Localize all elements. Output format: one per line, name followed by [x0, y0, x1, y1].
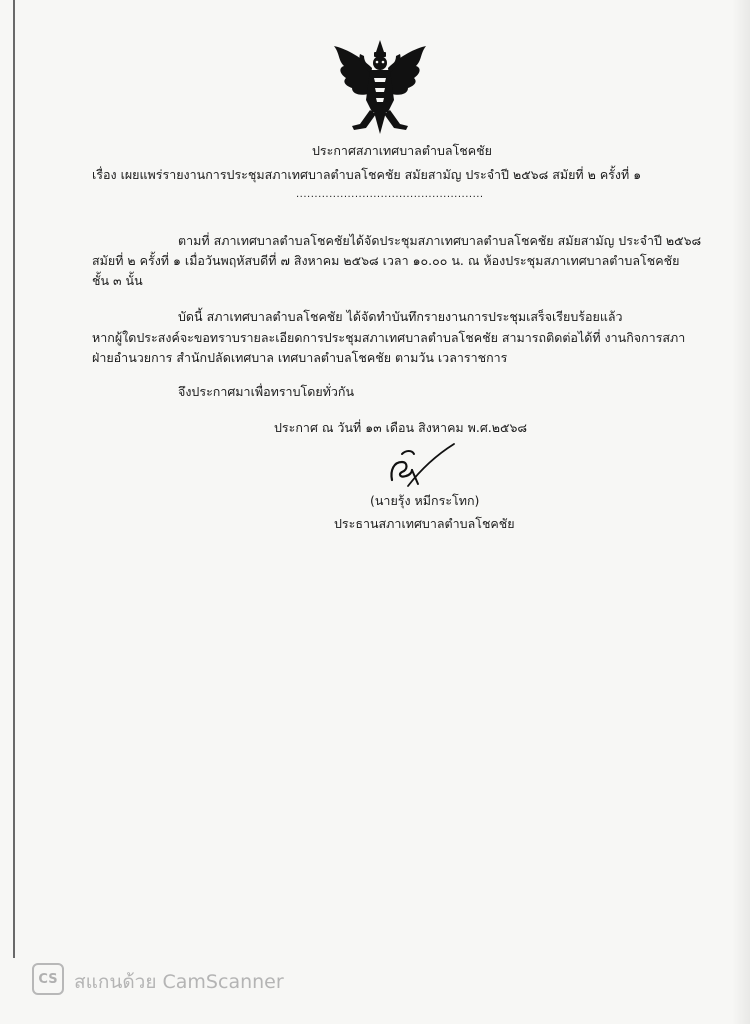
paragraph1-line1: ตามที่ สภาเทศบาลตำบลโชคชัยได้จัดประชุมสภาเทศบาลตำบลโชคชัย สมัยสามัญ ประจำปี ๒๕๖๘: [178, 233, 702, 248]
paragraph2-line1: บัดนี้ สภาเทศบาลตำบลโชคชัย ได้จัดทำบันทึกรายงานการประชุมเสร็จเรียบร้อยแล้ว: [178, 309, 623, 324]
paragraph2-line2: หากผู้ใดประสงค์จะขอทราบรายละเอียดการประชุมสภาเทศบาลตำบลโชคชัย สามารถติดต่อได้ที่ งานกิจการสภา: [92, 330, 686, 345]
signer-name: (นายรุ้ง หมีกระโทก): [370, 493, 480, 508]
separator-dots: ...................................................: [296, 189, 484, 200]
signer-position: ประธานสภาเทศบาลตำบลโชคชัย: [334, 516, 515, 531]
paragraph1-line2: สมัยที่ ๒ ครั้งที่ ๑ เมื่อวันพฤหัสบดีที่ ๗ สิงหาคม ๒๕๖๘ เวลา ๑๐.๐๐ น. ณ ห้องประชุมสภาเทศบาลตำบลโชคชัย: [92, 253, 680, 268]
paragraph2-line3: ฝ่ายอำนวยการ สำนักปลัดเทศบาล เทศบาลตำบลโชคชัย ตามวัน เวลาราชการ: [92, 350, 508, 365]
garuda-emblem-icon: [330, 38, 430, 136]
page-edge-line: [13, 0, 15, 958]
announcement-title: ประกาศสภาเทศบาลตำบลโชคชัย: [312, 143, 492, 158]
page-shadow: [732, 0, 750, 1024]
announcement-subject: เรื่อง เผยแพร่รายงานการประชุมสภาเทศบาลตำบลโชคชัย สมัยสามัญ ประจำปี ๒๕๖๘ สมัยที่ ๒ ครั้งที่ ๑: [92, 167, 642, 182]
camscanner-logo-icon: CS: [32, 963, 64, 995]
announcement-date: ประกาศ ณ วันที่ ๑๓ เดือน สิงหาคม พ.ศ.๒๕๖๘: [274, 420, 528, 435]
closing-statement: จึงประกาศมาเพื่อทราบโดยทั่วกัน: [178, 384, 355, 399]
camscanner-watermark: สแกนด้วย CamScanner: [74, 971, 284, 993]
signature-icon: [372, 440, 456, 492]
paragraph1-line3: ชั้น ๓ นั้น: [92, 273, 143, 288]
